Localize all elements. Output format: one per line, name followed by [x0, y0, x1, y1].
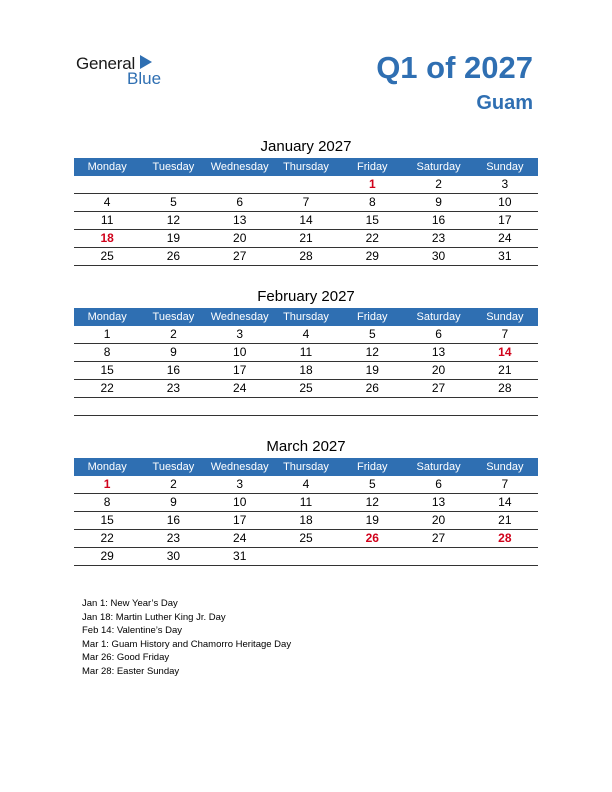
- day-cell: 9: [405, 194, 471, 212]
- weekday-header: Saturday: [405, 458, 471, 476]
- day-cell: 13: [207, 212, 273, 230]
- day-cell: 28: [472, 380, 538, 398]
- month-grid: [74, 458, 538, 566]
- logo-flag-icon: [140, 55, 152, 69]
- holiday-note: Jan 18: Martin Luther King Jr. Day: [82, 611, 226, 623]
- day-cell: 15: [339, 212, 405, 230]
- day-cell: 21: [472, 362, 538, 380]
- day-cell: 5: [140, 194, 206, 212]
- day-cell: 24: [207, 530, 273, 548]
- day-cell: 15: [74, 362, 140, 380]
- weekday-header: Monday: [74, 458, 140, 476]
- holiday-note: Mar 28: Easter Sunday: [82, 665, 180, 677]
- day-cell: 18: [273, 512, 339, 530]
- day-cell: 30: [405, 248, 471, 266]
- day-cell: 8: [74, 494, 140, 512]
- day-cell: 2: [140, 476, 206, 494]
- day-cell: 1: [74, 476, 140, 494]
- day-cell: 14: [472, 344, 538, 362]
- day-cell: 11: [273, 494, 339, 512]
- day-cell: 18: [74, 230, 140, 248]
- day-cell: 2: [405, 176, 471, 194]
- day-cell: 12: [339, 494, 405, 512]
- day-cell: 7: [472, 326, 538, 344]
- day-cell: 27: [405, 380, 471, 398]
- month-title: March 2027: [266, 438, 346, 455]
- day-cell: [207, 176, 273, 194]
- day-cell: [140, 176, 206, 194]
- day-cell: 18: [273, 362, 339, 380]
- day-cell: 26: [339, 380, 405, 398]
- day-cell: 19: [339, 362, 405, 380]
- weekday-header: Wednesday: [207, 458, 273, 476]
- day-cell: 22: [74, 380, 140, 398]
- day-cell: [273, 176, 339, 194]
- day-cell: 16: [140, 512, 206, 530]
- weekday-header: Tuesday: [140, 308, 206, 326]
- weekday-header: Wednesday: [207, 158, 273, 176]
- day-cell: 23: [405, 230, 471, 248]
- weekday-header: Sunday: [472, 158, 538, 176]
- day-cell: 26: [140, 248, 206, 266]
- weekday-header: Thursday: [273, 458, 339, 476]
- day-cell: 16: [405, 212, 471, 230]
- day-cell: 8: [339, 194, 405, 212]
- day-cell: 7: [472, 476, 538, 494]
- day-cell: 25: [74, 248, 140, 266]
- day-cell: 9: [140, 494, 206, 512]
- weekday-header: Monday: [74, 308, 140, 326]
- day-cell: 25: [273, 530, 339, 548]
- day-cell: 17: [472, 212, 538, 230]
- day-cell: 15: [74, 512, 140, 530]
- month-grid: [74, 308, 538, 416]
- day-cell: 5: [339, 326, 405, 344]
- day-cell: 11: [74, 212, 140, 230]
- day-cell: 22: [74, 530, 140, 548]
- weekday-header: Saturday: [405, 308, 471, 326]
- day-cell: 20: [405, 512, 471, 530]
- day-cell: 1: [339, 176, 405, 194]
- day-cell: [339, 398, 405, 416]
- day-cell: 16: [140, 362, 206, 380]
- day-cell: 3: [472, 176, 538, 194]
- day-cell: 10: [472, 194, 538, 212]
- day-cell: [339, 548, 405, 566]
- day-cell: [273, 398, 339, 416]
- day-cell: 29: [74, 548, 140, 566]
- holiday-note: Mar 26: Good Friday: [82, 652, 170, 664]
- weekday-header: Saturday: [405, 158, 471, 176]
- logo-blue-text: Blue: [127, 69, 162, 88]
- weekday-header: Tuesday: [140, 158, 206, 176]
- day-cell: 29: [339, 248, 405, 266]
- day-cell: 6: [405, 326, 471, 344]
- weekday-header: Sunday: [472, 458, 538, 476]
- day-cell: 7: [273, 194, 339, 212]
- weekday-header: Friday: [339, 308, 405, 326]
- holiday-note: Mar 1: Guam History and Chamorro Heritage Day: [82, 638, 292, 650]
- day-cell: 22: [339, 230, 405, 248]
- generalblue-logo: [76, 54, 176, 88]
- day-cell: 26: [339, 530, 405, 548]
- day-cell: 13: [405, 344, 471, 362]
- day-cell: 10: [207, 494, 273, 512]
- day-cell: 11: [273, 344, 339, 362]
- day-cell: 3: [207, 476, 273, 494]
- day-cell: 4: [273, 476, 339, 494]
- day-cell: 10: [207, 344, 273, 362]
- day-cell: 3: [207, 326, 273, 344]
- day-cell: 28: [472, 530, 538, 548]
- weekday-header: Friday: [339, 158, 405, 176]
- weekday-header: Sunday: [472, 308, 538, 326]
- day-cell: [140, 398, 206, 416]
- weekday-header: Friday: [339, 458, 405, 476]
- day-cell: [405, 548, 471, 566]
- day-cell: 23: [140, 530, 206, 548]
- day-cell: [472, 548, 538, 566]
- holiday-notes: [82, 597, 291, 679]
- day-cell: 23: [140, 380, 206, 398]
- day-cell: 21: [472, 512, 538, 530]
- holiday-note: Feb 14: Valentine’s Day: [82, 625, 182, 637]
- day-cell: 2: [140, 326, 206, 344]
- day-cell: 25: [273, 380, 339, 398]
- day-cell: 5: [339, 476, 405, 494]
- day-cell: 31: [472, 248, 538, 266]
- day-cell: [207, 398, 273, 416]
- day-cell: 4: [273, 326, 339, 344]
- page-title: Q1 of 2027: [376, 50, 533, 85]
- day-cell: 24: [472, 230, 538, 248]
- day-cell: 21: [273, 230, 339, 248]
- day-cell: 27: [207, 248, 273, 266]
- day-cell: 12: [140, 212, 206, 230]
- weekday-header: Monday: [74, 158, 140, 176]
- day-cell: 30: [140, 548, 206, 566]
- month-title: January 2027: [260, 138, 352, 155]
- day-cell: 9: [140, 344, 206, 362]
- day-cell: 14: [472, 494, 538, 512]
- month-march: [74, 436, 538, 566]
- month-february: [74, 286, 538, 416]
- day-cell: 20: [207, 230, 273, 248]
- weekday-header: Tuesday: [140, 458, 206, 476]
- day-cell: 19: [140, 230, 206, 248]
- day-cell: 31: [207, 548, 273, 566]
- day-cell: 6: [405, 476, 471, 494]
- day-cell: 19: [339, 512, 405, 530]
- weekday-header: Wednesday: [207, 308, 273, 326]
- day-cell: 13: [405, 494, 471, 512]
- day-cell: 1: [74, 326, 140, 344]
- day-cell: 27: [405, 530, 471, 548]
- logo-general-text: General: [76, 54, 136, 73]
- day-cell: 12: [339, 344, 405, 362]
- day-cell: 8: [74, 344, 140, 362]
- day-cell: [273, 548, 339, 566]
- day-cell: 6: [207, 194, 273, 212]
- day-cell: [405, 398, 471, 416]
- day-cell: 14: [273, 212, 339, 230]
- page-subtitle: Guam: [476, 92, 533, 114]
- day-cell: 20: [405, 362, 471, 380]
- day-cell: 28: [273, 248, 339, 266]
- weekday-header: Thursday: [273, 308, 339, 326]
- day-cell: [74, 398, 140, 416]
- weekday-header: Thursday: [273, 158, 339, 176]
- day-cell: 17: [207, 362, 273, 380]
- holiday-note: Jan 1: New Year’s Day: [82, 598, 178, 609]
- month-january: [74, 136, 538, 266]
- month-title: February 2027: [257, 288, 355, 305]
- day-cell: [472, 398, 538, 416]
- day-cell: 17: [207, 512, 273, 530]
- month-grid: [74, 158, 538, 266]
- day-cell: [74, 176, 140, 194]
- day-cell: 4: [74, 194, 140, 212]
- day-cell: 24: [207, 380, 273, 398]
